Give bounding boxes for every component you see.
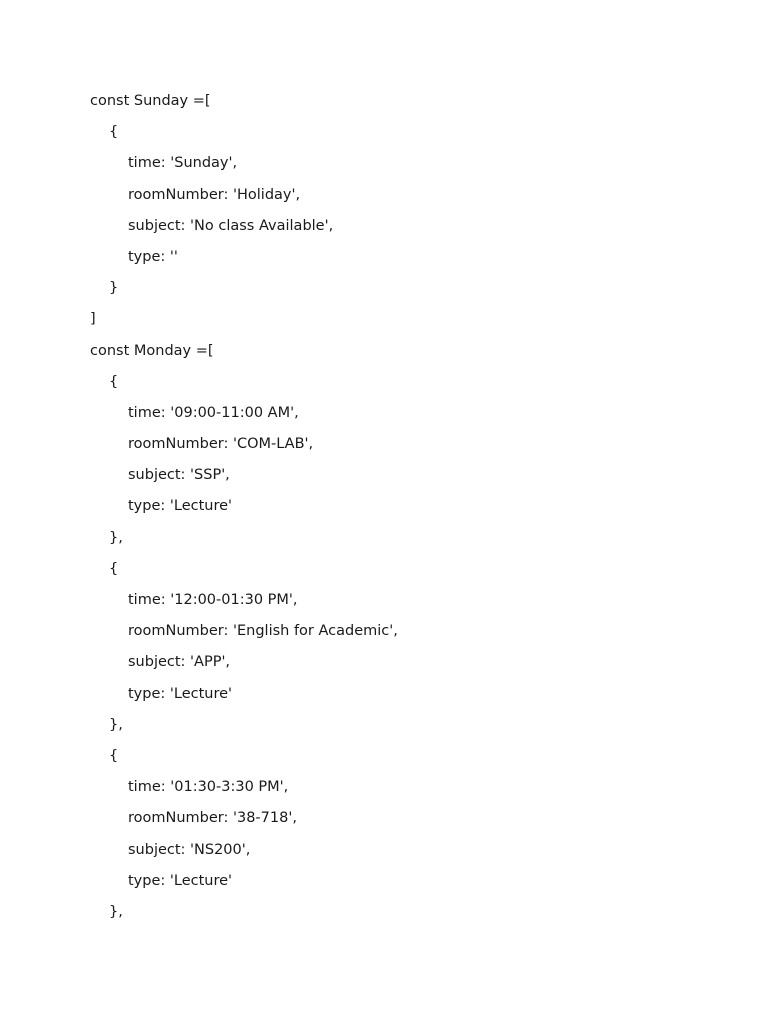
code-line: const Monday =[ (90, 342, 214, 359)
code-line: time: '01:30-3:30 PM', (128, 779, 289, 796)
code-line: subject: 'SSP', (128, 467, 230, 484)
code-line: time: '12:00-01:30 PM', (128, 592, 298, 608)
code-line: subject: 'APP', (128, 654, 231, 671)
code-line: subject: 'NS200', (128, 841, 251, 858)
code-line: type: 'Lecture' (128, 498, 233, 515)
code-line: time: '09:00-11:00 AM', (128, 404, 299, 421)
code-line: { (109, 124, 119, 141)
code-line: subject: 'No class Available', (128, 217, 334, 234)
code-line: ] (90, 311, 96, 328)
code-text-block (90, 86, 730, 928)
code-line: { (109, 747, 119, 764)
code-line: type: 'Lecture' (128, 685, 233, 702)
code-line: }, (109, 903, 123, 920)
code-line: }, (109, 529, 123, 546)
code-line: roomNumber: 'English for Academic', (128, 623, 398, 640)
code-line: { (109, 560, 119, 577)
code-line: roomNumber: 'Holiday', (128, 186, 301, 203)
code-line: const Sunday =[ (90, 93, 211, 109)
code-line: type: '' (128, 248, 178, 265)
code-line: } (109, 280, 119, 297)
code-line: roomNumber: 'COM-LAB', (128, 436, 314, 453)
code-line: }, (109, 716, 123, 733)
code-line: type: 'Lecture' (128, 872, 233, 889)
code-line: { (109, 373, 119, 390)
code-line: roomNumber: '38-718', (128, 810, 297, 827)
code-line: time: 'Sunday', (128, 155, 238, 172)
